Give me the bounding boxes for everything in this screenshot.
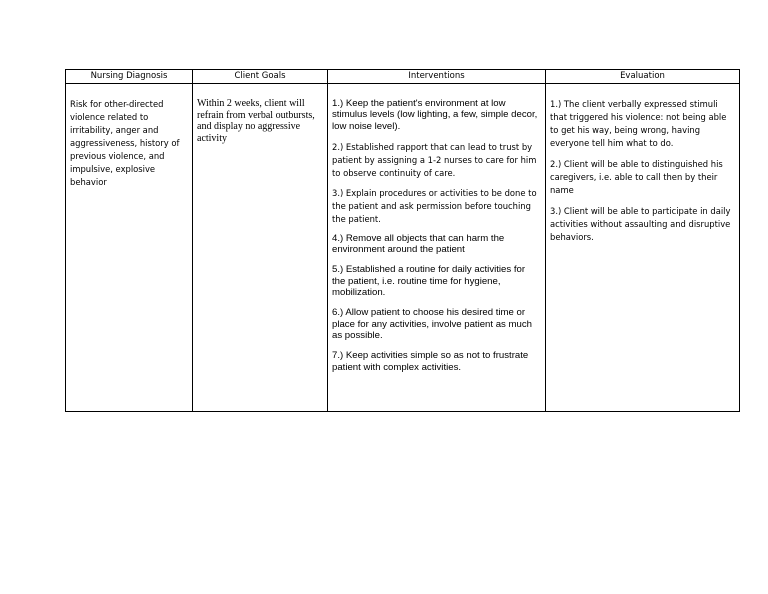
intervention-item: 1.) Keep the patient's environment at low stimulus levels (low lighting, a few, simple decor, low noise level). — [332, 98, 538, 132]
nursing-diagnosis-cell — [66, 84, 193, 412]
intervention-item: 7.) Keep activities simple so as not to frustrate patient with complex activities. — [332, 350, 529, 373]
interventions-cell — [328, 84, 546, 412]
intervention-item: 6.) Allow patient to choose his desired time or place for any activities, involve patient as much as possible. — [332, 307, 532, 341]
intervention-item: 2.) Established rapport that can lead to trust by patient by assigning a 1-2 nurses to care for him to observe continuity of care. — [332, 141, 537, 178]
client-goals-cell — [193, 84, 328, 412]
nursing-diagnosis-text: Risk for other-directed violence related to irritability, anger and aggressiveness, history of previous violence, and impulsive, explosive behavior — [70, 99, 180, 187]
intervention-item: 4.) Remove all objects that can harm the environment around the patient — [332, 232, 505, 256]
header-row — [66, 70, 740, 84]
header-client-goals: Client Goals — [193, 70, 328, 84]
intervention-item: 3.) Explain procedures or activities to be done to the patient and ask permission before touching the patient. — [332, 187, 537, 224]
client-goals-text: Within 2 weeks, client will refrain from verbal outbursts, and display no aggressive activity — [197, 98, 315, 144]
header-nursing-diagnosis: Nursing Diagnosis — [66, 70, 193, 84]
table-row — [66, 84, 740, 412]
evaluation-item: 2.) Client will be able to distinguished his caregivers, i.e. able to call then by their name — [550, 159, 723, 195]
header-interventions: Interventions — [328, 70, 546, 84]
care-plan-table — [65, 69, 740, 412]
evaluation-item: 1.) The client verbally expressed stimuli that triggered his violence: not being able to get his way, being wrong, having everyone tell him what to do. — [550, 99, 727, 148]
intervention-item: 5.) Established a routine for daily activities for the patient, i.e. routine time for hygiene, mobilization. — [332, 264, 526, 299]
header-evaluation: Evaluation — [546, 70, 740, 84]
evaluation-cell — [546, 84, 740, 412]
evaluation-item: 3.) Client will be able to participate in daily activities without assaulting and disruptive behaviors. — [550, 206, 731, 242]
